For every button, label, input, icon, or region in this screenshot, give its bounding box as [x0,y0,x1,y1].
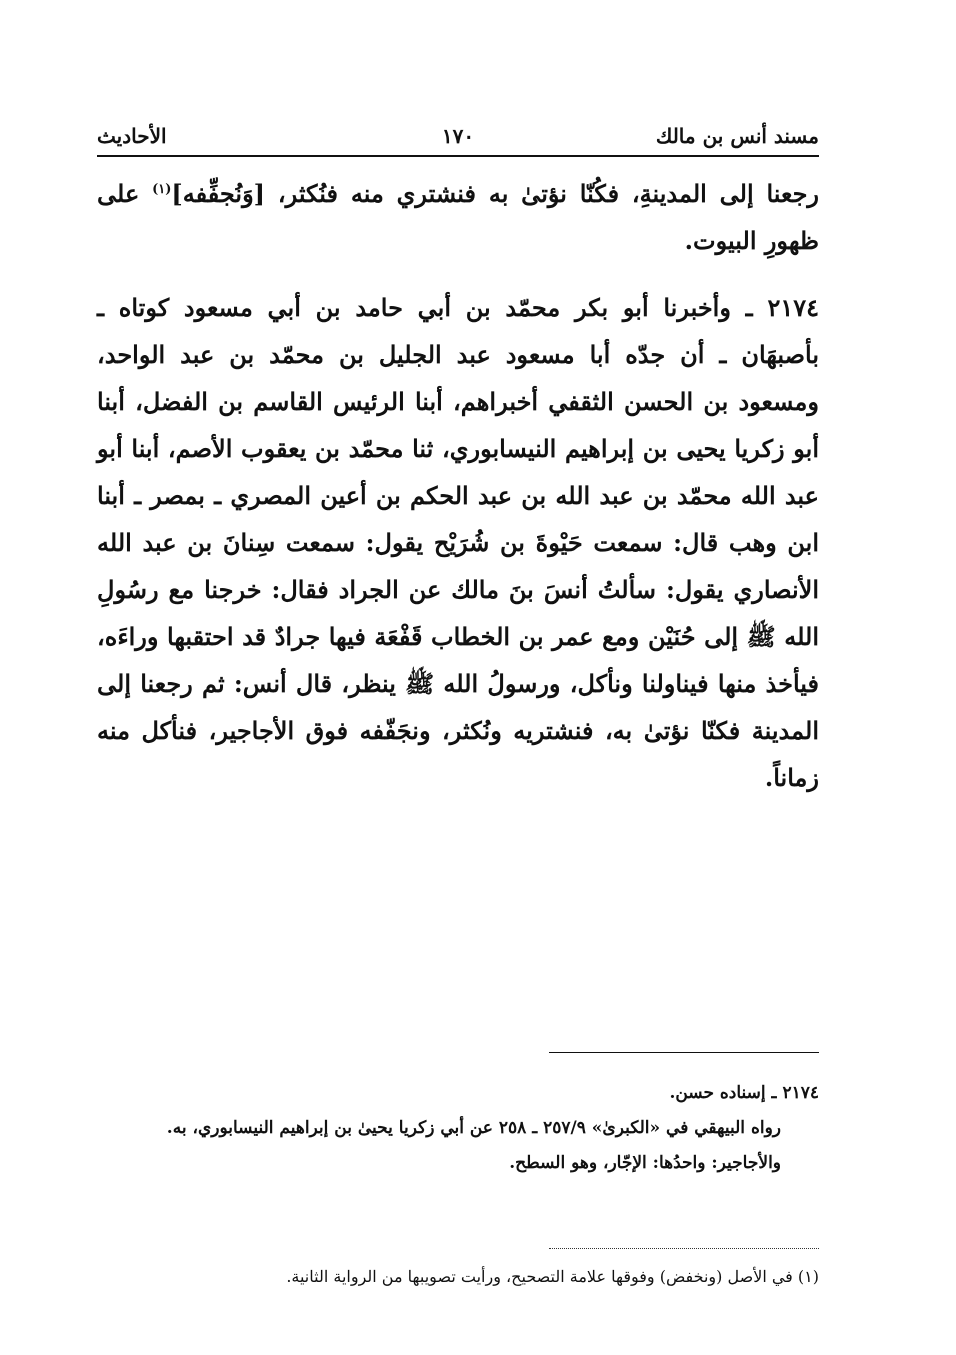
continued-paragraph [97,170,819,264]
paragraph-text: رجعنا إلى المدينةِ، فكُنّا نؤتىٰ به فنشتري منه فنُكثر، [وَنُجفِّفه] [171,179,820,208]
hadith-text: ـ وأخبرنا أبو بكر محمّد بن أبي حامد بن أبي مسعود كوتاه ـ بأصبهَان ـ أن جدّه أبا مسعود عبد الجليل بن محمّد بن عبد الواحد، ومسعود بن الحسن الثقفي أخبراهم، أبنا الرئيس القاسم بن الفضل، أبنا أبو زكريا يحيى بن إبراهيم النيسابوري، ثنا محمّد بن يعقوب الأصم، أبنا أبو عبد الله محمّد بن عبد الله بن عبد الحكم بن أعين المصري ـ بمصر ـ أبنا ابن وهب قال: سمعت حَيْوةَ بن شُرَيْح يقول: سمعت سِنانَ بن عبد الله الأنصاري يقول: سألتُ أنسَ بنَ مالك عن الجراد فقال: خرجنا مع رسُولِ الله ﷺ إلى حُنَيْن ومع عمر بن الخطاب قَفْعَة فيها جرادٌ قد احتقبها وراءَه، فيأخذ منها فيناولنا ونأكل، ورسولُ الله ﷺ ينظر، قال أنس: ثم رجعنا إلى المدينة فكنّا نؤتىٰ به، فنشتريه ونُكثر، ونجَفّفه فوق الأجاجير، فنأكل منه زماناً. [97,293,819,792]
takhrij-line: والأجاجير: واحدُها: الإجّار، وهو السطح. [509,1153,781,1173]
page-number: ١٧٠ [441,124,475,148]
hadith-number: ٢١٧٤ [767,293,819,322]
footnote [97,1262,819,1292]
page-header [97,118,819,154]
footnote-dotted-separator [549,1248,819,1249]
takhrij-line: ٢١٧٤ ـ إسناده حسن. [669,1083,819,1103]
hadith-paragraph [97,284,819,801]
footnote-text: (١) في الأصل (ونخفض) وفوقها علامة التصحيح، ورأيت تصويبها من الرواية الثانية. [286,1267,819,1286]
footnote-separator [549,1052,819,1053]
header-rule [97,155,819,157]
running-title: مسند أنس بن مالك [655,124,819,148]
paragraph-text-end: على ظهورِ البيوت. [97,179,819,255]
takhrij-line: رواه البيهقي في «الكبرىٰ» ٢٥٧/٩ ـ ٢٥٨ عن أبي زكريا يحيىٰ بن إبراهيم النيسابوري، به. [166,1118,781,1138]
takhrij-notes [97,1076,819,1181]
main-text [97,170,819,801]
section-title: الأحاديث [97,124,167,148]
footnote-reference: (١) [152,182,172,197]
